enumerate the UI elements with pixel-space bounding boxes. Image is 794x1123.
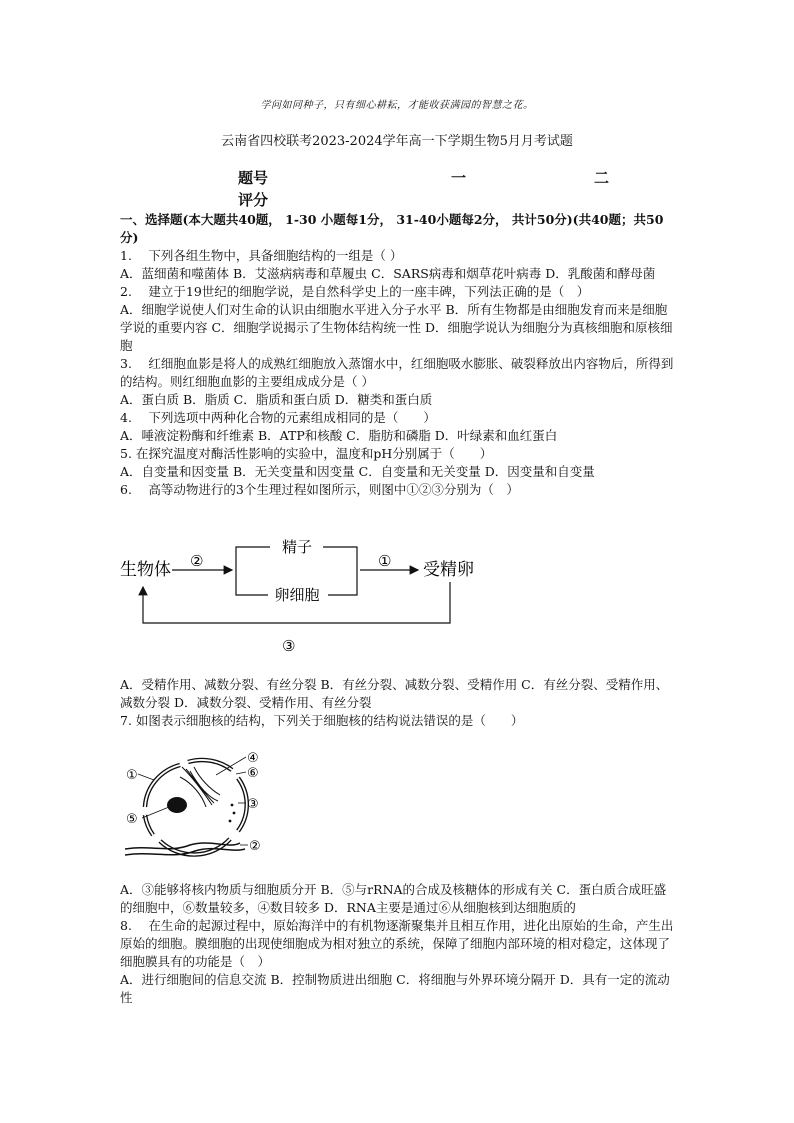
question-4-options: A．唾液淀粉酶和纤维素 B．ATP和核酸 C．脂肪和磷脂 D．叶绿素和血红蛋白 — [120, 428, 558, 443]
nucleus-label-2: ② — [249, 839, 261, 854]
question-1-stem: 1. 下列各组生物中，具备细胞结构的一组是（ ） — [120, 248, 403, 263]
question-1-options: A．蓝细菌和噬菌体 B．艾滋病病毒和草履虫 C．SARS病毒和烟草花叶病毒 D．乳酸菌和酵母菌 — [120, 266, 656, 281]
leader-5 — [142, 807, 169, 818]
nucleus-label-3: ③ — [247, 797, 259, 812]
question-7-stem: 7. 如图表示细胞核的结构，下列关于细胞核的结构说法错误的是（ ） — [120, 713, 524, 728]
nucleus-label-5: ⑤ — [126, 812, 138, 827]
ribosome-dot — [233, 812, 236, 815]
question-5-options: A．自变量和因变量 B．无关变量和因变量 C．自变量和无关变量 D．因变量和自变量 — [120, 464, 595, 479]
leader-1 — [138, 774, 154, 780]
question-8-options: A．进行细胞间的信息交流 B．控制物质进出细胞 C．将细胞与外界环境分隔开 D．具有一定的流动性 — [120, 972, 670, 1005]
leader-6 — [236, 772, 246, 774]
leader-4 — [216, 757, 246, 775]
question-8-stem: 8. 在生命的起源过程中，原始海洋中的有机物逐渐聚集并且相互作用，进化出原始的生命，产生出原始的细胞。膜细胞的出现使细胞成为相对独立的系统，保障了细胞内部环境的相对稳定，这体现了细胞膜具有的功能是（ ） — [120, 918, 674, 969]
question-block-1 — [120, 211, 676, 499]
question-2-options: A．细胞学说使人们对生命的认识由细胞水平进入分子水平 B．所有生物都是由细胞发育而来是细胞学说的重要内容 C．细胞学说揭示了生物体结构统一性 D．细胞学说认为细胞分为真核细胞和原核细胞 — [120, 302, 673, 353]
question-7-options: A．③能够将核内物质与细胞质分开 B．⑤与rRNA的合成及核糖体的形成有关 C．蛋白质合成旺盛的细胞中，⑥数量较多，④数目较多 D．RNA主要是通过⑥从细胞核到达细胞质的 — [120, 882, 667, 915]
nucleus-structure-diagram — [120, 745, 270, 860]
ribosome-dot — [229, 820, 232, 823]
score-table-col-2: 二 — [594, 169, 610, 187]
process-3-label: ③ — [282, 637, 296, 655]
motto: 学问如同种子，只有细心耕耘，才能收获满园的智慧之花。 — [260, 100, 534, 111]
question-6-options: A．受精作用、减数分裂、有丝分裂 B．有丝分裂、减数分裂、受精作用 C．有丝分裂、受精作用、减数分裂 D．减数分裂、受精作用、有丝分裂 — [120, 677, 669, 710]
section-heading: 一、选择题(本大题共40题， 1-30 小题每1分， 31-40小题每2分， 共计50分)(共40题；共50分) — [120, 212, 664, 245]
question-4-stem: 4. 下列选项中两种化合物的元素组成相同的是（ ） — [120, 410, 436, 425]
nucleus-label-4: ④ — [247, 751, 259, 766]
nucleus-label-1: ① — [126, 768, 138, 783]
nucleus-label-6: ⑥ — [247, 766, 259, 781]
question-5-stem: 5. 在探究温度对酶活性影响的实验中，温度和pH分别属于（ ） — [120, 446, 493, 461]
reproduction-cycle-diagram — [120, 535, 480, 660]
score-table-row-label-score: 评分 — [238, 191, 269, 209]
question-3-stem: 3. 红细胞血影是将人的成熟红细胞放入蒸馏水中，红细胞吸水膨胀、破裂释放出内容物后，所得到的结构。则红细胞血影的主要组成成分是（ ） — [120, 356, 674, 389]
ribosome-dot — [231, 804, 234, 807]
nucleolus — [167, 797, 187, 813]
question-2-stem: 2. 建立于19世纪的细胞学说，是自然科学史上的一座丰碑，下列法正确的是（ ） — [120, 284, 590, 299]
question-block-3 — [120, 881, 676, 1007]
sperm-label: 精子 — [281, 538, 313, 556]
egg-label: 卵细胞 — [274, 586, 320, 604]
question-block-2 — [120, 676, 676, 730]
question-3-options: A．蛋白质 B．脂质 C．脂质和蛋白质 D．糖类和蛋白质 — [120, 392, 433, 407]
score-table-col-1: 一 — [451, 169, 467, 187]
endoplasmic-reticulum — [125, 843, 245, 855]
organism-label: 生物体 — [120, 560, 171, 580]
process-2-label: ② — [190, 552, 204, 570]
page-title: 云南省四校联考2023-2024学年高一下学期生物5月月考试题 — [221, 134, 573, 149]
score-table-row-label-number: 题号 — [238, 169, 269, 187]
chromatin — [180, 767, 220, 807]
question-6-stem: 6. 高等动物进行的3个生理过程如图所示，则图中①②③分别为（ ） — [120, 482, 519, 497]
process-1-label: ① — [378, 552, 392, 570]
zygote-label: 受精卵 — [423, 560, 474, 580]
